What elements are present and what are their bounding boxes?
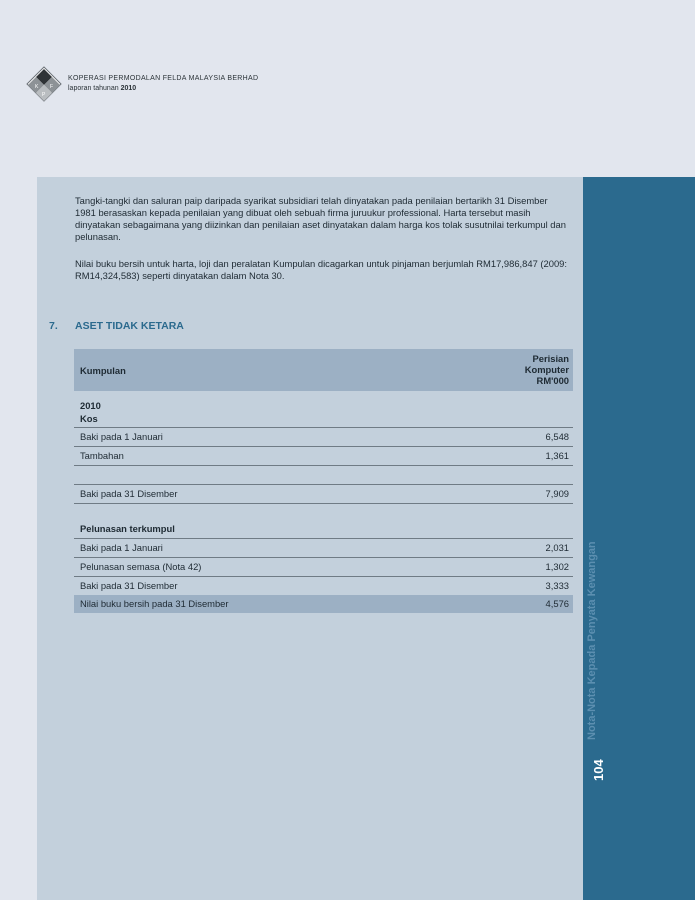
table-header bbox=[74, 349, 573, 391]
sidebar-section-title: Nota-Nota Kepada Penyata Kewangan bbox=[586, 541, 598, 740]
section-number: 7. bbox=[49, 320, 58, 332]
logo-letter: K bbox=[35, 84, 39, 90]
table-row bbox=[74, 428, 573, 447]
paragraph-pledged-assets: Nilai buku bersih untuk harta, loji dan peralatan Kumpulan dicagarkan untuk pinjaman berjumlah RM17,986,847 (2009: RM14,324,583) seperti dinyatakan dalam Nota 30. bbox=[75, 258, 567, 281]
amortisation-heading: Pelunasan terkumpul bbox=[74, 522, 573, 539]
year-heading: 2010 bbox=[80, 400, 101, 411]
intangible-assets-table bbox=[74, 349, 573, 613]
paragraph-revaluation: Tangki-tangki dan saluran paip daripada syarikat subsidiari telah dinyatakan pada penilaian bertarikh 31 Disember 1981 berasaskan kepada penilaian yang dibuat oleh sebuah firma juruukur professional. Harta tersebut masih dinyatakan sebagaimana yang diizinkan dan penilaian aset dinyatakan dalam harga kos tolak susutnilai terkumpul dan pelunasan. bbox=[75, 195, 566, 242]
column-header-line: Komputer bbox=[524, 364, 569, 375]
row-value: 7,909 bbox=[545, 488, 569, 499]
column-header-group: Kumpulan bbox=[80, 365, 126, 376]
report-header bbox=[26, 66, 426, 106]
row-label: Baki pada 31 Disember bbox=[80, 488, 178, 499]
row-label: Baki pada 1 Januari bbox=[80, 431, 163, 442]
row-value: 1,302 bbox=[545, 561, 569, 572]
row-label: Baki pada 1 Januari bbox=[80, 542, 163, 553]
table-row bbox=[74, 447, 573, 466]
logo-letter: P bbox=[42, 92, 46, 98]
row-value: 4,576 bbox=[545, 598, 569, 609]
row-label: Tambahan bbox=[80, 450, 124, 461]
table-row bbox=[74, 558, 573, 577]
row-value: 6,548 bbox=[545, 431, 569, 442]
row-label: Pelunasan semasa (Nota 42) bbox=[80, 561, 202, 572]
row-label: Nilai buku bersih pada 31 Disember bbox=[80, 598, 229, 609]
report-title bbox=[68, 85, 136, 92]
section-title: ASET TIDAK KETARA bbox=[75, 320, 184, 332]
table-row bbox=[74, 539, 573, 558]
row-value: 1,361 bbox=[545, 450, 569, 461]
kpf-logo-icon bbox=[26, 66, 62, 102]
table-row bbox=[74, 485, 573, 504]
page-number: 104 bbox=[591, 759, 606, 781]
row-value: 2,031 bbox=[545, 542, 569, 553]
report-year: 2010 bbox=[120, 85, 137, 92]
column-header-line: RM'000 bbox=[536, 375, 569, 386]
cost-heading: Kos bbox=[74, 412, 573, 428]
net-book-value-row bbox=[74, 595, 573, 613]
column-header-software bbox=[525, 353, 569, 386]
sidebar-panel bbox=[583, 177, 695, 900]
logo-letter: F bbox=[50, 84, 54, 90]
row-value: 3,333 bbox=[545, 580, 569, 591]
row-label: Baki pada 31 Disember bbox=[80, 580, 178, 591]
table-row bbox=[74, 577, 573, 595]
table-spacer-row bbox=[74, 466, 573, 485]
report-label: laporan tahunan bbox=[68, 85, 119, 92]
organization-name: KOPERASI PERMODALAN FELDA MALAYSIA BERHAD bbox=[68, 75, 259, 82]
column-header-line: Perisian bbox=[532, 353, 569, 364]
